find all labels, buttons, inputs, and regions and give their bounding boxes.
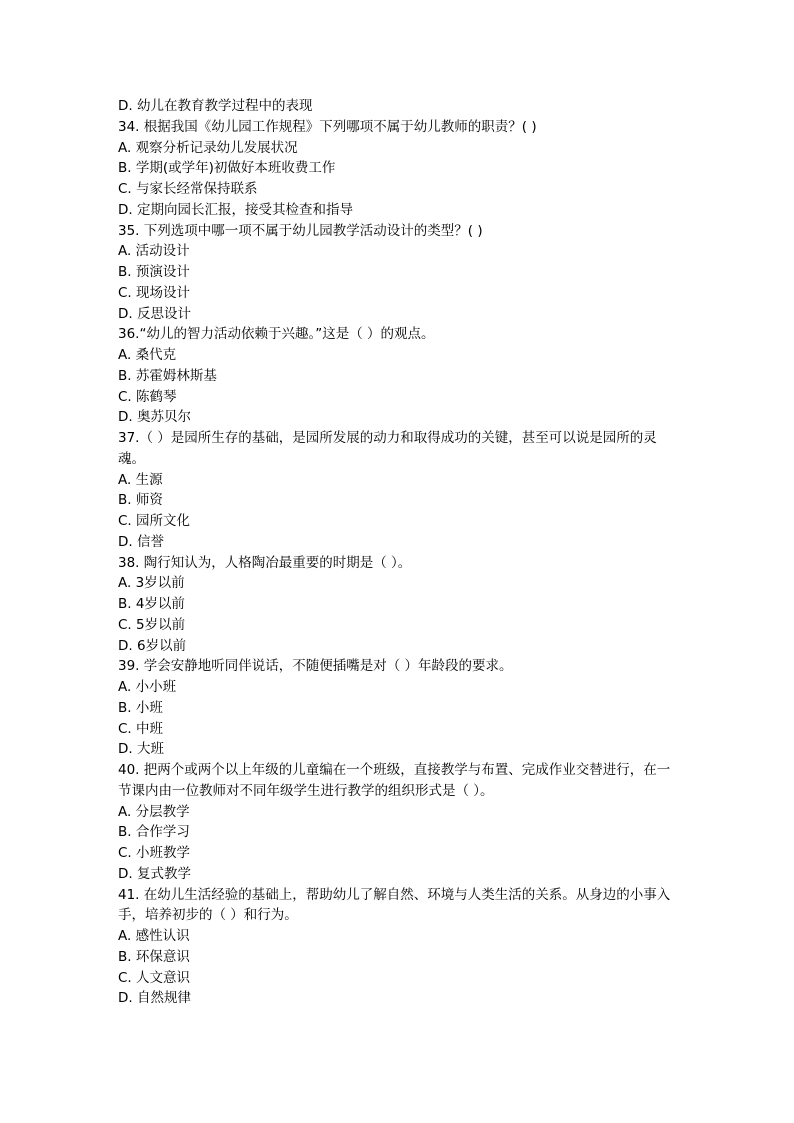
option-line: D. 幼儿在教育教学过程中的表现 <box>118 98 313 114</box>
option-line: C. 陈鹤琴 <box>118 388 177 405</box>
option-line: D. 反思设计 <box>118 305 191 322</box>
question-line: 41. 在幼儿生活经验的基础上，帮助幼儿了解自然、环境与人类生活的关系。从身边的小事入手，培养初步的（ ）和行为。 <box>118 886 671 924</box>
option-line: C. 与家长经常保持联系 <box>118 181 258 197</box>
question-line: 35. 下列选项中哪一项不属于幼儿园教学活动设计的类型？( ) <box>118 222 483 239</box>
option-line: A. 桑代克 <box>118 347 177 363</box>
option-line: B. 合作学习 <box>118 824 190 841</box>
option-line: A. 感性认识 <box>118 928 190 944</box>
question-line: 37.（ ）是园所生存的基础，是园所发展的动力和取得成功的关键，甚至可以说是园所的灵魂。 <box>118 430 657 467</box>
option-line: D. 复式教学 <box>118 865 191 882</box>
option-line: D. 奥苏贝尔 <box>118 409 191 426</box>
option-line: B. 学期(或学年)初做好本班收费工作 <box>118 160 336 177</box>
option-line: C. 园所文化 <box>118 513 191 529</box>
option-line: D. 6岁以前 <box>118 637 187 654</box>
question-line: 36.“幼儿的智力活动依赖于兴趣。”这是（ ）的观点。 <box>118 326 435 343</box>
option-line: B. 师资 <box>118 492 163 509</box>
option-line: C. 小班教学 <box>118 845 191 861</box>
option-line: A. 活动设计 <box>118 243 190 260</box>
option-line: D. 定期向园长汇报，接受其检查和指导 <box>118 201 353 218</box>
option-line: C. 中班 <box>118 720 164 737</box>
option-line: A. 生源 <box>118 471 163 488</box>
option-line: B. 4岁以前 <box>118 596 185 612</box>
question-line: 34. 根据我国《幼儿园工作规程》下列哪项不属于幼儿教师的职责？( ) <box>118 118 537 135</box>
option-line: D. 大班 <box>118 741 164 758</box>
question-line: 40. 把两个或两个以上年级的儿童编在一个班级，直接教学与布置、完成作业交替进行，在一节课内由一位教师对不同年级学生进行教学的组织形式是（ ）。 <box>118 762 671 799</box>
option-line: A. 分层教学 <box>118 803 190 820</box>
question-line: 39. 学会安静地听同伴说话，不随便插嘴是对（ ）年龄段的要求。 <box>118 658 513 675</box>
option-line: D. 自然规律 <box>118 990 191 1007</box>
option-line: D. 信誉 <box>118 533 164 550</box>
option-line: B. 苏霍姆林斯基 <box>118 367 217 384</box>
option-line: B. 小班 <box>118 699 163 716</box>
option-line: C. 5岁以前 <box>118 616 186 633</box>
option-line: B. 预演设计 <box>118 264 190 280</box>
option-line: A. 小小班 <box>118 679 177 695</box>
option-line: A. 3岁以前 <box>118 575 185 592</box>
question-line: 38. 陶行知认为，人格陶冶最重要的时期是（ ）。 <box>118 554 412 571</box>
option-line: C. 人文意识 <box>118 969 191 986</box>
option-line: A. 观察分析记录幼儿发展状况 <box>118 139 298 156</box>
option-line: B. 环保意识 <box>118 948 190 965</box>
option-line: C. 现场设计 <box>118 284 191 301</box>
